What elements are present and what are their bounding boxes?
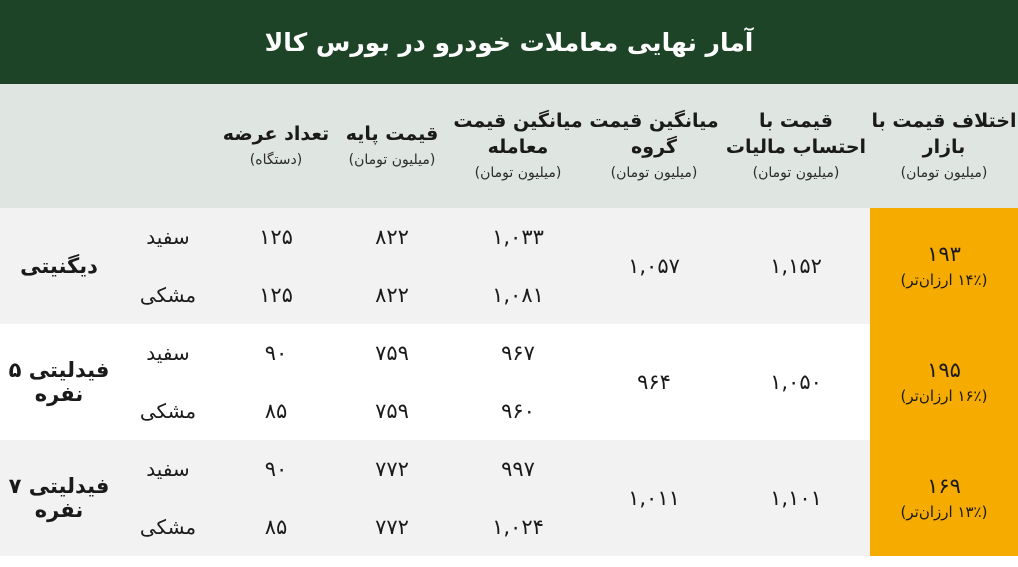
cell-group-average: ۱,۰۱۱ bbox=[586, 440, 722, 556]
column-header-offer-count-label: تعداد عرضه bbox=[222, 122, 330, 145]
cell-tax-price: ۱,۰۵۰ bbox=[722, 324, 870, 440]
cell-model-name: فیدلیتی ۷ نفره bbox=[0, 440, 118, 556]
car-trades-table bbox=[0, 84, 1018, 556]
cell-tax-price: ۱,۱۰۱ bbox=[722, 440, 870, 556]
column-header-trade-average-label: میانگین قیمت معامله bbox=[453, 109, 583, 158]
column-header-offer-count bbox=[218, 84, 334, 208]
table-header-row bbox=[0, 84, 1018, 208]
cell-diff bbox=[870, 324, 1018, 440]
cell-offer-count: ۱۲۵ bbox=[218, 266, 334, 324]
page-title: آمار نهایی معاملات خودرو در بورس کالا bbox=[264, 27, 754, 57]
cell-diff-value: ۱۹۵ bbox=[927, 358, 961, 383]
column-header-trade-average-unit: (میلیون تومان) bbox=[474, 165, 562, 182]
column-header-tax-price bbox=[722, 84, 870, 208]
cell-group-average: ۹۶۴ bbox=[586, 324, 722, 440]
cell-model-name: دیگنیتی bbox=[0, 208, 118, 324]
table-row bbox=[0, 208, 1018, 266]
table-row bbox=[0, 324, 1018, 382]
cell-base-price: ۷۵۹ bbox=[334, 382, 450, 440]
cell-trade-average: ۹۶۰ bbox=[450, 382, 586, 440]
cell-trade-average: ۹۶۷ bbox=[450, 324, 586, 382]
column-header-model bbox=[0, 84, 118, 208]
cell-color: سفید bbox=[118, 440, 218, 498]
column-header-color bbox=[118, 84, 218, 208]
cell-trade-average: ۱,۰۳۳ bbox=[450, 208, 586, 266]
cell-diff-percent: (۱۳٪ ارزان‌تر) bbox=[900, 503, 988, 522]
cell-trade-average: ۱,۰۸۱ bbox=[450, 266, 586, 324]
cell-color: مشکی bbox=[118, 266, 218, 324]
page-title-bar bbox=[0, 0, 1018, 84]
cell-color: سفید bbox=[118, 324, 218, 382]
cell-group-average: ۱,۰۵۷ bbox=[586, 208, 722, 324]
cell-color: مشکی bbox=[118, 498, 218, 556]
column-header-tax-price-label: قیمت با احتساب مالیات bbox=[725, 109, 867, 158]
cell-base-price: ۷۷۲ bbox=[334, 498, 450, 556]
column-header-tax-price-unit: (میلیون تومان) bbox=[752, 165, 840, 182]
cell-base-price: ۸۲۲ bbox=[334, 266, 450, 324]
table-header bbox=[0, 84, 1018, 208]
column-header-group-average bbox=[586, 84, 722, 208]
cell-color: سفید bbox=[118, 208, 218, 266]
cell-base-price: ۸۲۲ bbox=[334, 208, 450, 266]
cell-color: مشکی bbox=[118, 382, 218, 440]
cell-diff-value: ۱۹۳ bbox=[927, 242, 961, 267]
column-header-group-average-label: میانگین قیمت گروه bbox=[589, 109, 719, 158]
cell-diff-percent: (۱۴٪ ارزان‌تر) bbox=[900, 271, 988, 290]
cell-offer-count: ۹۰ bbox=[218, 324, 334, 382]
cell-base-price: ۷۵۹ bbox=[334, 324, 450, 382]
cell-offer-count: ۱۲۵ bbox=[218, 208, 334, 266]
column-header-trade-average bbox=[450, 84, 586, 208]
column-header-offer-count-unit: (دستگاه) bbox=[249, 152, 303, 169]
cell-tax-price: ۱,۱۵۲ bbox=[722, 208, 870, 324]
column-header-base-price-unit: (میلیون تومان) bbox=[348, 152, 436, 169]
table-row bbox=[0, 440, 1018, 498]
cell-base-price: ۷۷۲ bbox=[334, 440, 450, 498]
cell-diff-percent: (۱۶٪ ارزان‌تر) bbox=[900, 387, 988, 406]
cell-diff bbox=[870, 440, 1018, 556]
cell-offer-count: ۹۰ bbox=[218, 440, 334, 498]
column-header-diff-label: اختلاف قیمت با بازار bbox=[871, 109, 1017, 158]
column-header-diff bbox=[870, 84, 1018, 208]
column-header-base-price-label: قیمت پایه bbox=[345, 122, 439, 145]
cell-trade-average: ۱,۰۲۴ bbox=[450, 498, 586, 556]
column-header-diff-unit: (میلیون تومان) bbox=[900, 165, 988, 182]
cell-offer-count: ۸۵ bbox=[218, 382, 334, 440]
cell-offer-count: ۸۵ bbox=[218, 498, 334, 556]
column-header-base-price bbox=[334, 84, 450, 208]
cell-trade-average: ۹۹۷ bbox=[450, 440, 586, 498]
table-body bbox=[0, 208, 1018, 556]
cell-diff-value: ۱۶۹ bbox=[927, 474, 961, 499]
cell-diff bbox=[870, 208, 1018, 324]
column-header-group-average-unit: (میلیون تومان) bbox=[610, 165, 698, 182]
cell-model-name: فیدلیتی ۵ نفره bbox=[0, 324, 118, 440]
